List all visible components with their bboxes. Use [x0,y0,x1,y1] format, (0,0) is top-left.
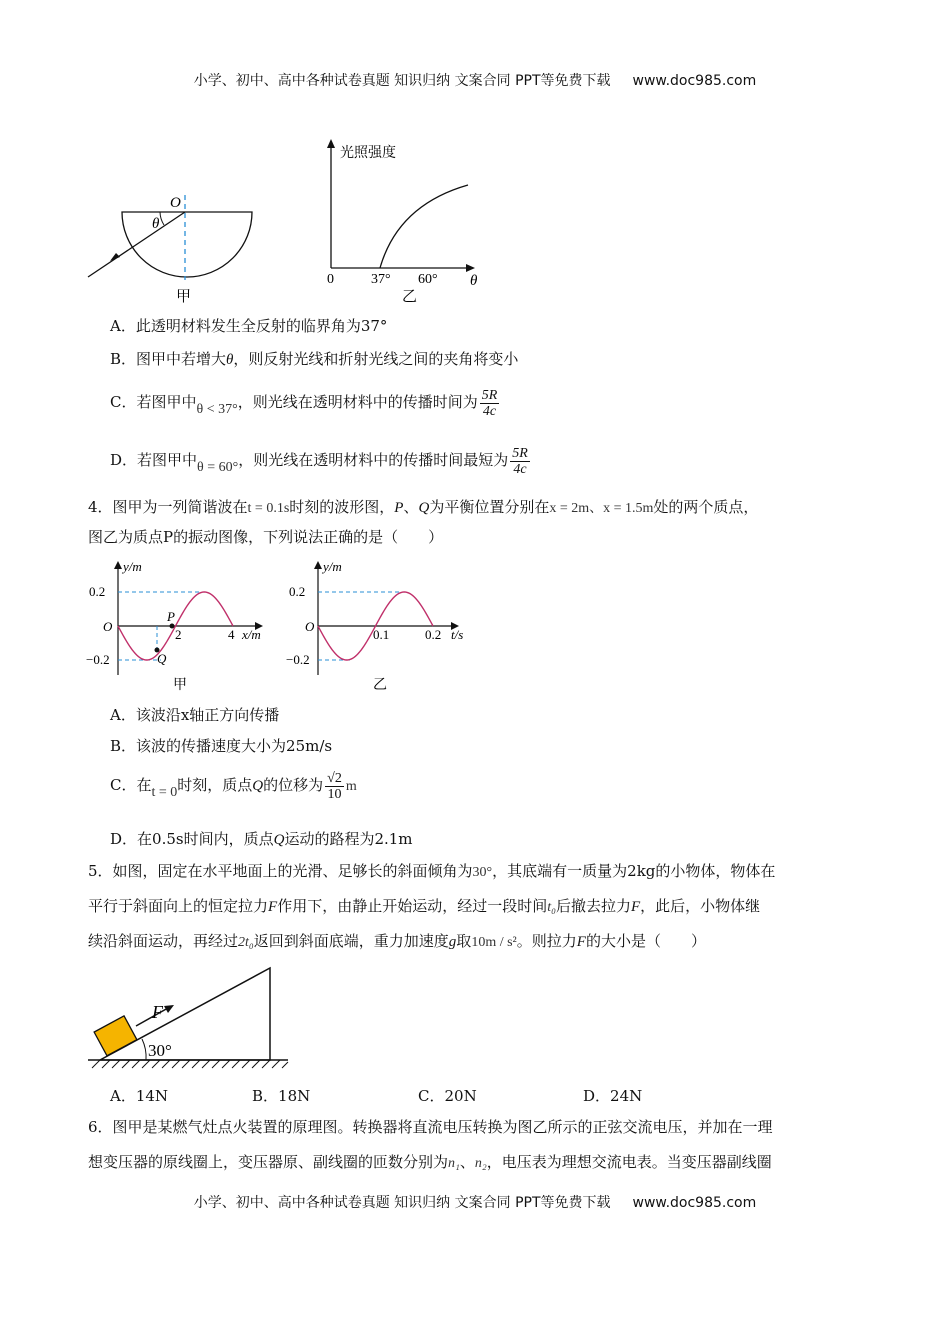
q4-c-Q: Q [252,778,264,794]
q5-stem-line3 [88,931,868,953]
q3-c-post: ，则光线在透明材料中的传播时间为 [237,393,478,411]
yi-ybot: −0.2 [286,652,310,667]
q5-l2-b: 作用下，由静止开始运动，经过一段时间 [277,897,548,915]
q5-choice-a[interactable]: A．14N [110,1087,169,1105]
q3-c-num: 5R [481,387,498,403]
q5-l2-d: ，此后，小物体继 [640,897,761,915]
q5-choice-c[interactable]: C．20N [418,1087,477,1105]
jia-ybot: −0.2 [86,652,110,667]
jia-label-P: P [167,609,175,624]
page-footer [0,1192,950,1212]
yi-y-arrow-icon [314,561,322,569]
header-text: 小学、初中、高中各种试卷真题 知识归纳 文案合同 PPT等免费下载 [193,73,611,89]
intensity-curve [380,185,468,268]
jia-label-Q: Q [157,651,167,666]
q5-l3-e: 的大小是（ ） [585,932,706,950]
q5-l3-a: 续沿斜面运动，再经过 [88,932,239,950]
q6-l2-b: ，电压表为理想交流电表。当变压器副线圈 [486,1153,772,1171]
yi-x1: 0.1 [373,627,390,642]
q4-l1-sep: 、 [403,498,419,516]
page-header [0,70,950,90]
q3-d-post: ，则光线在透明材料中的传播时间最短为 [238,451,509,469]
q3-option-c[interactable] [110,384,890,422]
block-group [94,1016,137,1056]
q4-l1-P: P [394,500,404,516]
q3-d-den: 4c [513,461,527,477]
q5-stem-line1 [88,861,868,883]
graph-origin: 0 [327,272,334,287]
q6-l2-n1: n₁ [448,1156,460,1171]
incident-ray [88,212,185,277]
q5-l2-c: 后撤去拉力 [555,897,631,915]
q4-option-d[interactable] [110,829,890,850]
q4-option-b[interactable]: B．该波的传播速度大小为25m/s [110,737,333,755]
q5-l3-g: g [448,934,457,950]
q5-l3-c: 取 [456,932,472,950]
q4-c-mid: 时刻，质点 [177,776,253,794]
q3-c-cond: θ < 37° [196,402,238,417]
q3-option-a[interactable]: A．此透明材料发生全反射的临界角为37° [110,317,388,335]
q5-incline-diagram [88,963,293,1078]
q3-c-fraction [480,388,500,419]
q5-l3-d: 。则拉力 [516,932,577,950]
jia-ytop: 0.2 [89,584,106,599]
q5-l1-a: 5．如图，固定在水平地面上的光滑、足够长的斜面倾角为 [88,862,473,880]
q4-c-post: 的位移为 [263,776,324,794]
q5-l2-F: F [268,899,278,915]
jia-origin: O [103,619,113,634]
q3-option-d[interactable] [110,442,890,480]
q6-l2-sep: 、 [459,1153,475,1171]
q3-d-fraction [510,446,530,477]
q4-c-pre: C．在 [110,776,152,794]
q5-choice-d[interactable]: D．24N [583,1087,643,1105]
q5-choice-b[interactable]: B．18N [252,1087,311,1105]
yi-xlabel: t/s [451,627,464,642]
q5-l2-t0: t₀ [547,900,556,915]
q4-option-c[interactable] [110,766,890,806]
q6-l2-n2: n₂ [474,1156,487,1171]
jia-xlabel: x/m [242,627,261,642]
q5-l2-a: 平行于斜面向上的恒定拉力 [88,897,269,915]
q5-l3-b: 返回到斜面底端，重力加速度 [253,932,449,950]
header-url[interactable]: www.doc985.com [632,73,757,89]
q4-l1-a: 4．图甲为一列简谐波在 [88,498,248,516]
q6-l2-a: 想变压器的原线圈上，变压器原、副线圈的匝数分别为 [88,1153,449,1171]
angle-label: 30° [148,1041,172,1060]
q3-d-num: 5R [512,445,528,461]
q4-l1-c: 为平衡位置分别在 [429,498,550,516]
q3-d-cond: θ = 60° [197,460,239,475]
jia-point-P [170,624,175,629]
q5-l3-F: F [576,934,586,950]
label-theta: θ [152,216,160,232]
ray-arrow-icon [110,253,120,261]
q3-b-post: ，则反射光线和折射光线之间的夹角将变小 [233,350,519,368]
yi-origin: O [305,619,315,634]
q4-c-num: √2 [327,770,342,786]
jia-x2: 4 [228,627,235,642]
q6-stem-line1: 6．图甲是某燃气灶点火装置的原理图。转换器将直流电压转换为图乙所示的正弦交流电压，并加在一理 [88,1118,773,1136]
jia-y-arrow-icon [114,561,122,569]
q4-stem-line2: 图乙为质点P的振动图像，下列说法正确的是（ ） [88,528,444,546]
q4-option-a[interactable]: A．该波沿x轴正方向传播 [110,706,280,724]
tick-60: 60° [418,272,438,287]
q4-l1-b: 时刻的波形图， [289,498,395,516]
footer-url[interactable]: www.doc985.com [632,1195,757,1211]
q4-c-fraction [325,771,344,802]
q4-c-den: 10 [327,786,342,802]
jia-ylabel: y/m [123,559,142,574]
q4-c-t: t = 0 [151,785,178,800]
q3-d-pre: D．若图甲中 [110,451,198,469]
fig3-semicircle-diagram [80,185,270,310]
q4-stem-line1 [88,497,868,519]
q4-c-unit: m [345,779,357,794]
yi-ylabel: y/m [323,559,342,574]
yi-x2: 0.2 [425,627,442,642]
fig3-right-caption: 乙 [402,289,418,305]
fig3-left-caption: 甲 [176,289,192,305]
q4-l1-t: t = 0.1s [247,501,290,516]
q4-vibration-graph-yi [285,555,475,695]
q5-l2-F2: F [630,899,641,915]
q5-l1-b: ，其底端有一质量为2kg的小物体，物体在 [492,862,776,880]
q3-c-pre: C．若图甲中 [110,393,197,411]
q4-l1-Q: Q [418,500,430,516]
q4-d-pre: D．在0.5s时间内，质点 [110,830,274,848]
force-label-F: F [152,1002,163,1022]
q4-wave-graph-jia [85,555,275,695]
q4-d-Q: Q [273,832,285,848]
jia-caption: 甲 [173,678,187,693]
ground-hatching [92,1060,288,1068]
q3-b-pre: B．图甲中若增大 [110,350,227,368]
fig3-light-intensity-graph [318,135,498,310]
y-axis-arrow-icon [327,139,335,148]
q5-l3-2t0: 2t₀ [238,935,254,950]
q5-l1-ang: 30° [472,865,493,880]
q3-option-b[interactable] [110,349,890,370]
angle-arc [142,1039,146,1060]
q5-stem-line2 [88,896,868,918]
jia-x1: 2 [175,627,182,642]
q6-stem-line2 [88,1152,868,1174]
q3-c-den: 4c [482,403,497,419]
q4-l1-x: x = 2m、x = 1.5m [549,501,654,516]
semicircle-shape [122,212,252,277]
graph-xlabel: θ [470,273,478,289]
graph-ylabel: 光照强度 [340,146,396,161]
yi-ytop: 0.2 [289,584,306,599]
tick-37: 37° [371,272,391,287]
q4-l1-d: 处的两个质点， [653,498,759,516]
q4-d-post: 运动的路程为2.1m [284,830,413,848]
footer-text: 小学、初中、高中各种试卷真题 知识归纳 文案合同 PPT等免费下载 [193,1195,611,1211]
label-O: O [170,195,181,211]
yi-caption: 乙 [373,678,387,693]
block [94,1016,137,1056]
q3-b-var: θ [226,352,234,368]
x-axis-arrow-icon [466,264,475,272]
q5-l3-gv: 10m / s² [471,935,517,950]
theta-arc [160,212,164,225]
